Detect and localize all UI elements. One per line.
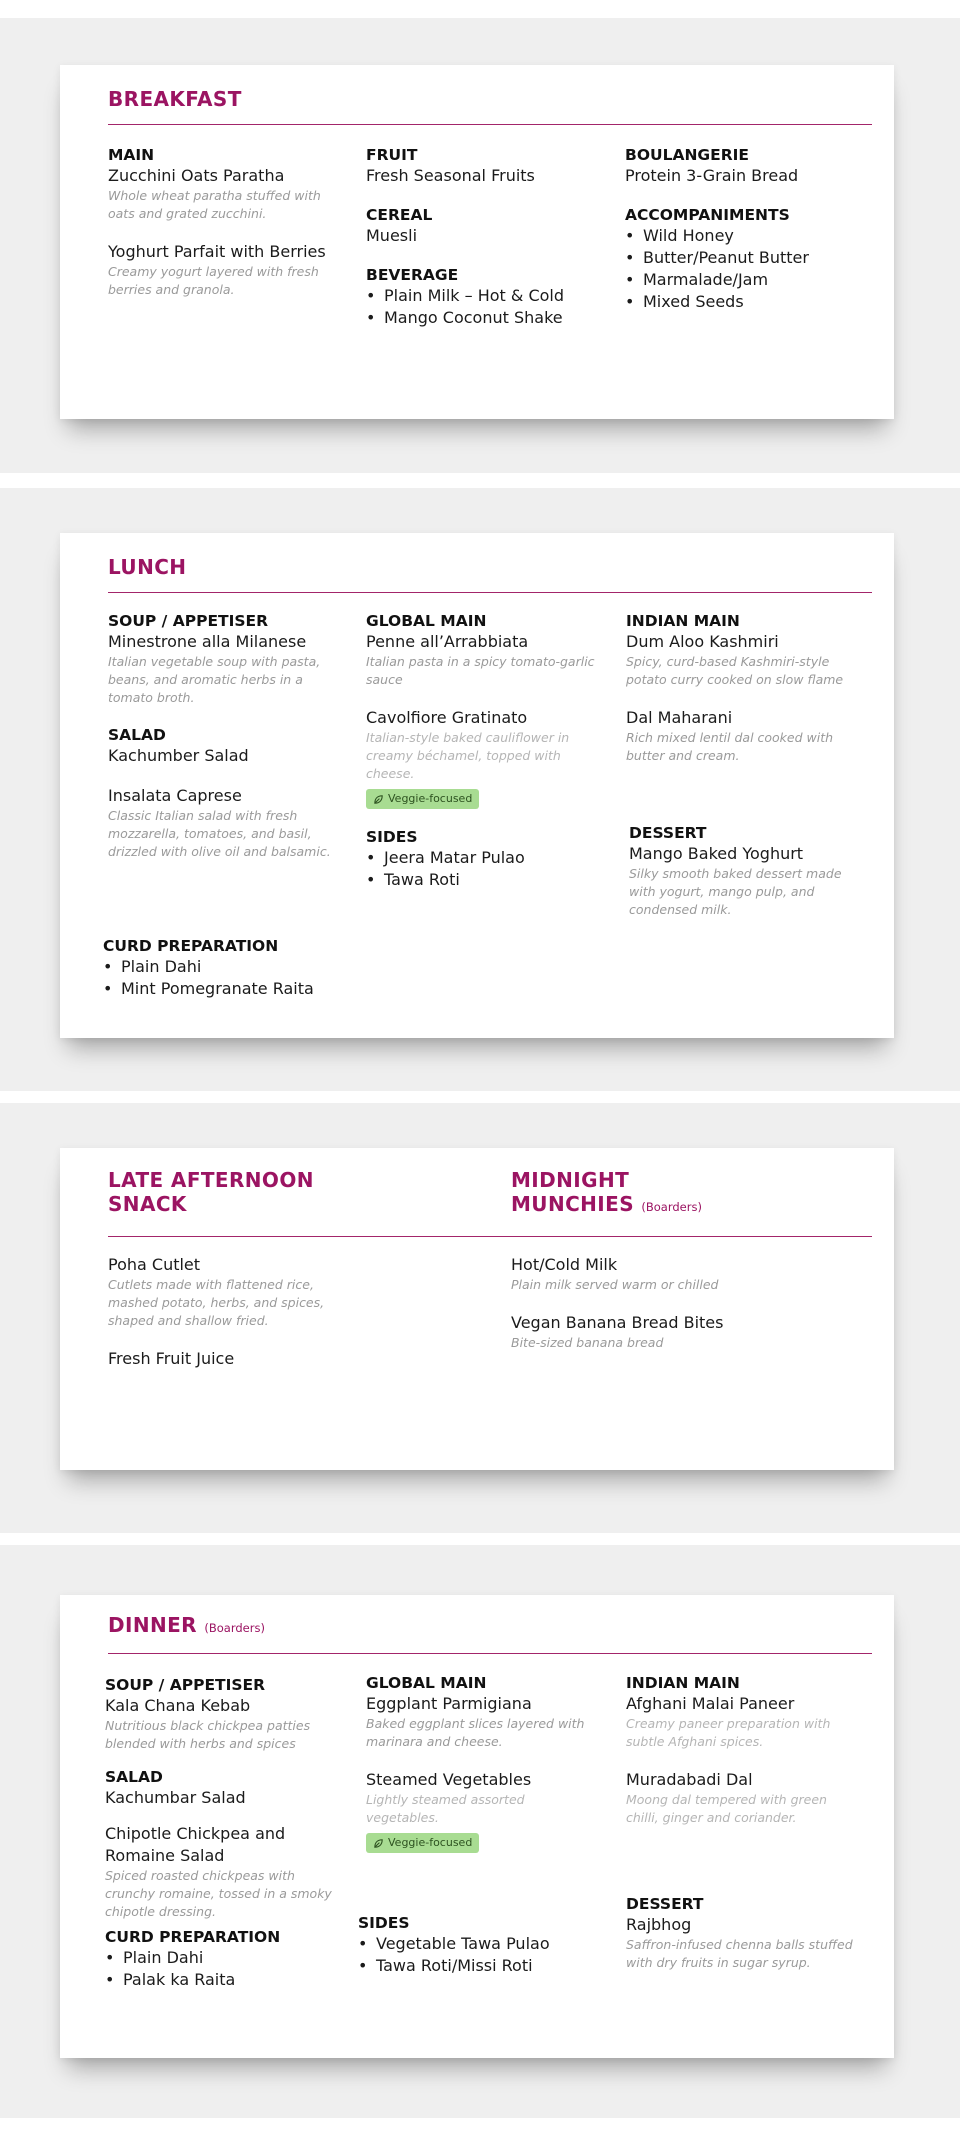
- veggie-badge: [366, 789, 479, 809]
- item-description: Saffron-infused chenna balls stuffed with dry fruits in sugar syrup.: [626, 1937, 853, 1970]
- snack-section: [0, 1103, 960, 1533]
- title-divider: [108, 592, 872, 593]
- list-item: • Tawa Roti: [366, 869, 601, 891]
- title-divider: [108, 124, 872, 125]
- title-line: MUNCHIES: [511, 1192, 635, 1216]
- dinner-section: [0, 1545, 960, 2118]
- snack-card: [60, 1148, 894, 1470]
- menu-item: [108, 165, 343, 223]
- indian-main-heading: INDIAN MAIN: [626, 1674, 740, 1692]
- title-line: LATE AFTERNOON: [108, 1168, 314, 1192]
- list-item: • Plain Dahi: [103, 956, 363, 978]
- title-sub: (Boarders): [204, 1621, 265, 1635]
- menu-item: [626, 631, 861, 689]
- beverage-list: [366, 285, 601, 329]
- title-divider: [108, 1236, 872, 1237]
- title-line: SNACK: [108, 1192, 187, 1216]
- item-description: Spiced roasted chickpeas with crunchy romaine, tossed in a smoky chipotle dressing.: [105, 1868, 332, 1919]
- menu-item: [366, 1769, 601, 1853]
- item-name: Eggplant Parmigiana: [366, 1694, 532, 1713]
- fruit-heading: FRUIT: [366, 146, 418, 164]
- item-description: Italian pasta in a spicy tomato-garlic sauce: [366, 654, 595, 687]
- midnight-column: [511, 1254, 811, 1370]
- sides-column: [358, 1913, 608, 1977]
- breakfast-card: [60, 65, 894, 419]
- item-name: Hot/Cold Milk: [511, 1255, 618, 1274]
- menu-item: [108, 1348, 348, 1370]
- curd-heading: CURD PREPARATION: [105, 1928, 281, 1946]
- menu-item: [511, 1254, 811, 1294]
- item-name: Dum Aloo Kashmiri: [626, 632, 779, 651]
- item-description: Baked eggplant slices layered with marinara and cheese.: [366, 1716, 585, 1749]
- item-description: Cutlets made with flattened rice, mashed potato, herbs, and spices, shaped and shallow fried.: [108, 1277, 325, 1328]
- list-item: • Jeera Matar Pulao: [366, 847, 601, 869]
- list-item: • Vegetable Tawa Pulao: [358, 1933, 608, 1955]
- section-title: BREAKFAST: [108, 87, 242, 111]
- item-description: Classic Italian salad with fresh mozzarella, tomatoes, and basil, drizzled with olive oil and balsamic.: [108, 808, 331, 859]
- item-description: Nutritious black chickpea patties blended with herbs and spices: [105, 1718, 311, 1751]
- list-item: • Butter/Peanut Butter: [625, 247, 860, 269]
- dinner-card: [60, 1595, 894, 2058]
- global-main-heading: GLOBAL MAIN: [366, 612, 487, 630]
- menu-item: [626, 1769, 861, 1827]
- list-item: • Mint Pomegranate Raita: [103, 978, 363, 1000]
- sides-heading: SIDES: [358, 1914, 410, 1932]
- menu-item: [511, 1312, 811, 1352]
- menu-item: [626, 707, 861, 765]
- lunch-section: [0, 488, 960, 1091]
- soup-salad-column: [105, 1675, 345, 1991]
- item-description: Plain milk served warm or chilled: [511, 1277, 719, 1292]
- item-name: Afghani Malai Paneer: [626, 1694, 795, 1713]
- item-name: Yoghurt Parfait with Berries: [108, 242, 326, 261]
- item-description: Italian-style baked cauliflower in creamy béchamel, topped with cheese.: [366, 730, 570, 781]
- menu-item: [366, 707, 601, 809]
- dessert-column: [626, 1894, 861, 1972]
- dessert-heading: DESSERT: [629, 824, 707, 842]
- item-description: Silky smooth baked dessert made with yogurt, mango pulp, and condensed milk.: [629, 866, 842, 917]
- item-name: Cavolfiore Gratinato: [366, 708, 528, 727]
- section-title: LUNCH: [108, 555, 187, 579]
- soup-salad-column: [108, 611, 343, 879]
- lunch-card: [60, 533, 894, 1038]
- item-name: Dal Maharani: [626, 708, 733, 727]
- global-main-column: [366, 1673, 601, 1871]
- item-description: Whole wheat paratha stuffed with oats and grated zucchini.: [108, 188, 321, 221]
- menu-item: [105, 1787, 345, 1809]
- item-name: Steamed Vegetables: [366, 1770, 532, 1789]
- soup-heading: SOUP / APPETISER: [105, 1676, 266, 1694]
- cereal-item: Muesli: [366, 226, 418, 245]
- curd-heading: CURD PREPARATION: [103, 937, 279, 955]
- boulangerie-heading: BOULANGERIE: [625, 146, 750, 164]
- list-item: • Wild Honey: [625, 225, 860, 247]
- indian-main-heading: INDIAN MAIN: [626, 612, 740, 630]
- boulangerie-column: [625, 145, 860, 313]
- item-name: Mango Baked Yoghurt: [629, 844, 804, 863]
- fruit-item: Fresh Seasonal Fruits: [366, 166, 535, 185]
- badge-label: Veggie-focused: [388, 792, 473, 805]
- soup-heading: SOUP / APPETISER: [108, 612, 269, 630]
- veggie-badge: [366, 1833, 479, 1853]
- list-item: • Mango Coconut Shake: [366, 307, 601, 329]
- item-name: Vegan Banana Bread Bites: [511, 1313, 724, 1332]
- fruit-cereal-beverage-column: [366, 145, 601, 329]
- main-column: [108, 145, 343, 317]
- title-sub: (Boarders): [641, 1200, 702, 1214]
- menu-item: [108, 785, 343, 861]
- dessert-heading: DESSERT: [626, 1895, 704, 1913]
- title-line: MIDNIGHT: [511, 1168, 630, 1192]
- list-item: • Tawa Roti/Missi Roti: [358, 1955, 608, 1977]
- item-description: Creamy paneer preparation with subtle Afghani spices.: [626, 1716, 831, 1749]
- salad-heading: SALAD: [105, 1768, 163, 1786]
- menu-item: [108, 1254, 348, 1330]
- list-item: • Mixed Seeds: [625, 291, 860, 313]
- boulangerie-item: Protein 3-Grain Bread: [625, 166, 799, 185]
- leaf-icon: [373, 1838, 384, 1849]
- menu-item: [108, 631, 343, 707]
- title-text: DINNER: [108, 1613, 197, 1637]
- sides-list: [366, 847, 601, 891]
- item-description: Moong dal tempered with green chilli, ginger and coriander.: [626, 1792, 827, 1825]
- item-name: Kachumbar Salad: [105, 1788, 246, 1807]
- list-item: • Plain Dahi: [105, 1947, 345, 1969]
- menu-item: [108, 745, 343, 767]
- list-item: • Palak ka Raita: [105, 1969, 345, 1991]
- sides-heading: SIDES: [366, 828, 418, 846]
- title-divider: [108, 1653, 872, 1654]
- item-description: Rich mixed lentil dal cooked with butter and cream.: [626, 730, 834, 763]
- item-name: Poha Cutlet: [108, 1255, 201, 1274]
- dessert-column: [629, 823, 864, 919]
- item-name: Chipotle Chickpea and Romaine Salad: [105, 1824, 286, 1865]
- item-name: Insalata Caprese: [108, 786, 242, 805]
- accompaniments-list: [625, 225, 860, 313]
- sides-list: [358, 1933, 608, 1977]
- accompaniments-heading: ACCOMPANIMENTS: [625, 206, 790, 224]
- item-name: Minestrone alla Milanese: [108, 632, 307, 651]
- item-description: Spicy, curd-based Kashmiri-style potato curry cooked on slow flame: [626, 654, 844, 687]
- item-description: Bite-sized banana bread: [511, 1335, 664, 1350]
- curd-column: [103, 936, 363, 1000]
- global-main-heading: GLOBAL MAIN: [366, 1674, 487, 1692]
- item-name: Fresh Fruit Juice: [108, 1349, 235, 1368]
- item-description: Lightly steamed assorted vegetables.: [366, 1792, 525, 1825]
- midnight-title: [511, 1168, 872, 1219]
- section-title: [108, 1613, 872, 1640]
- item-description: Italian vegetable soup with pasta, beans, and aromatic herbs in a tomato broth.: [108, 654, 321, 705]
- item-name: Penne all’Arrabbiata: [366, 632, 529, 651]
- badge-label: Veggie-focused: [388, 1836, 473, 1849]
- global-main-column: [366, 611, 601, 891]
- leaf-icon: [373, 794, 384, 805]
- indian-main-column: [626, 1673, 861, 1845]
- menu-item: [366, 631, 601, 689]
- list-item: • Marmalade/Jam: [625, 269, 860, 291]
- item-name: Kala Chana Kebab: [105, 1696, 251, 1715]
- main-heading: MAIN: [108, 146, 155, 164]
- menu-item: [105, 1823, 345, 1921]
- list-item: • Plain Milk – Hot & Cold: [366, 285, 601, 307]
- beverage-heading: BEVERAGE: [366, 266, 459, 284]
- item-name: Zucchini Oats Paratha: [108, 166, 285, 185]
- menu-item: [366, 1693, 601, 1751]
- item-description: Creamy yogurt layered with fresh berries and granola.: [108, 264, 319, 297]
- menu-item: [626, 1693, 861, 1751]
- item-name: Rajbhog: [626, 1915, 692, 1934]
- cereal-heading: CEREAL: [366, 206, 433, 224]
- snack-column: [108, 1254, 348, 1388]
- item-name: Muradabadi Dal: [626, 1770, 753, 1789]
- menu-item: [108, 241, 343, 299]
- salad-heading: SALAD: [108, 726, 166, 744]
- breakfast-section: [0, 18, 960, 473]
- curd-list: [105, 1947, 345, 1991]
- item-name: Kachumber Salad: [108, 746, 249, 765]
- menu-item: [105, 1695, 345, 1753]
- curd-list: [103, 956, 363, 1000]
- indian-main-column: [626, 611, 861, 783]
